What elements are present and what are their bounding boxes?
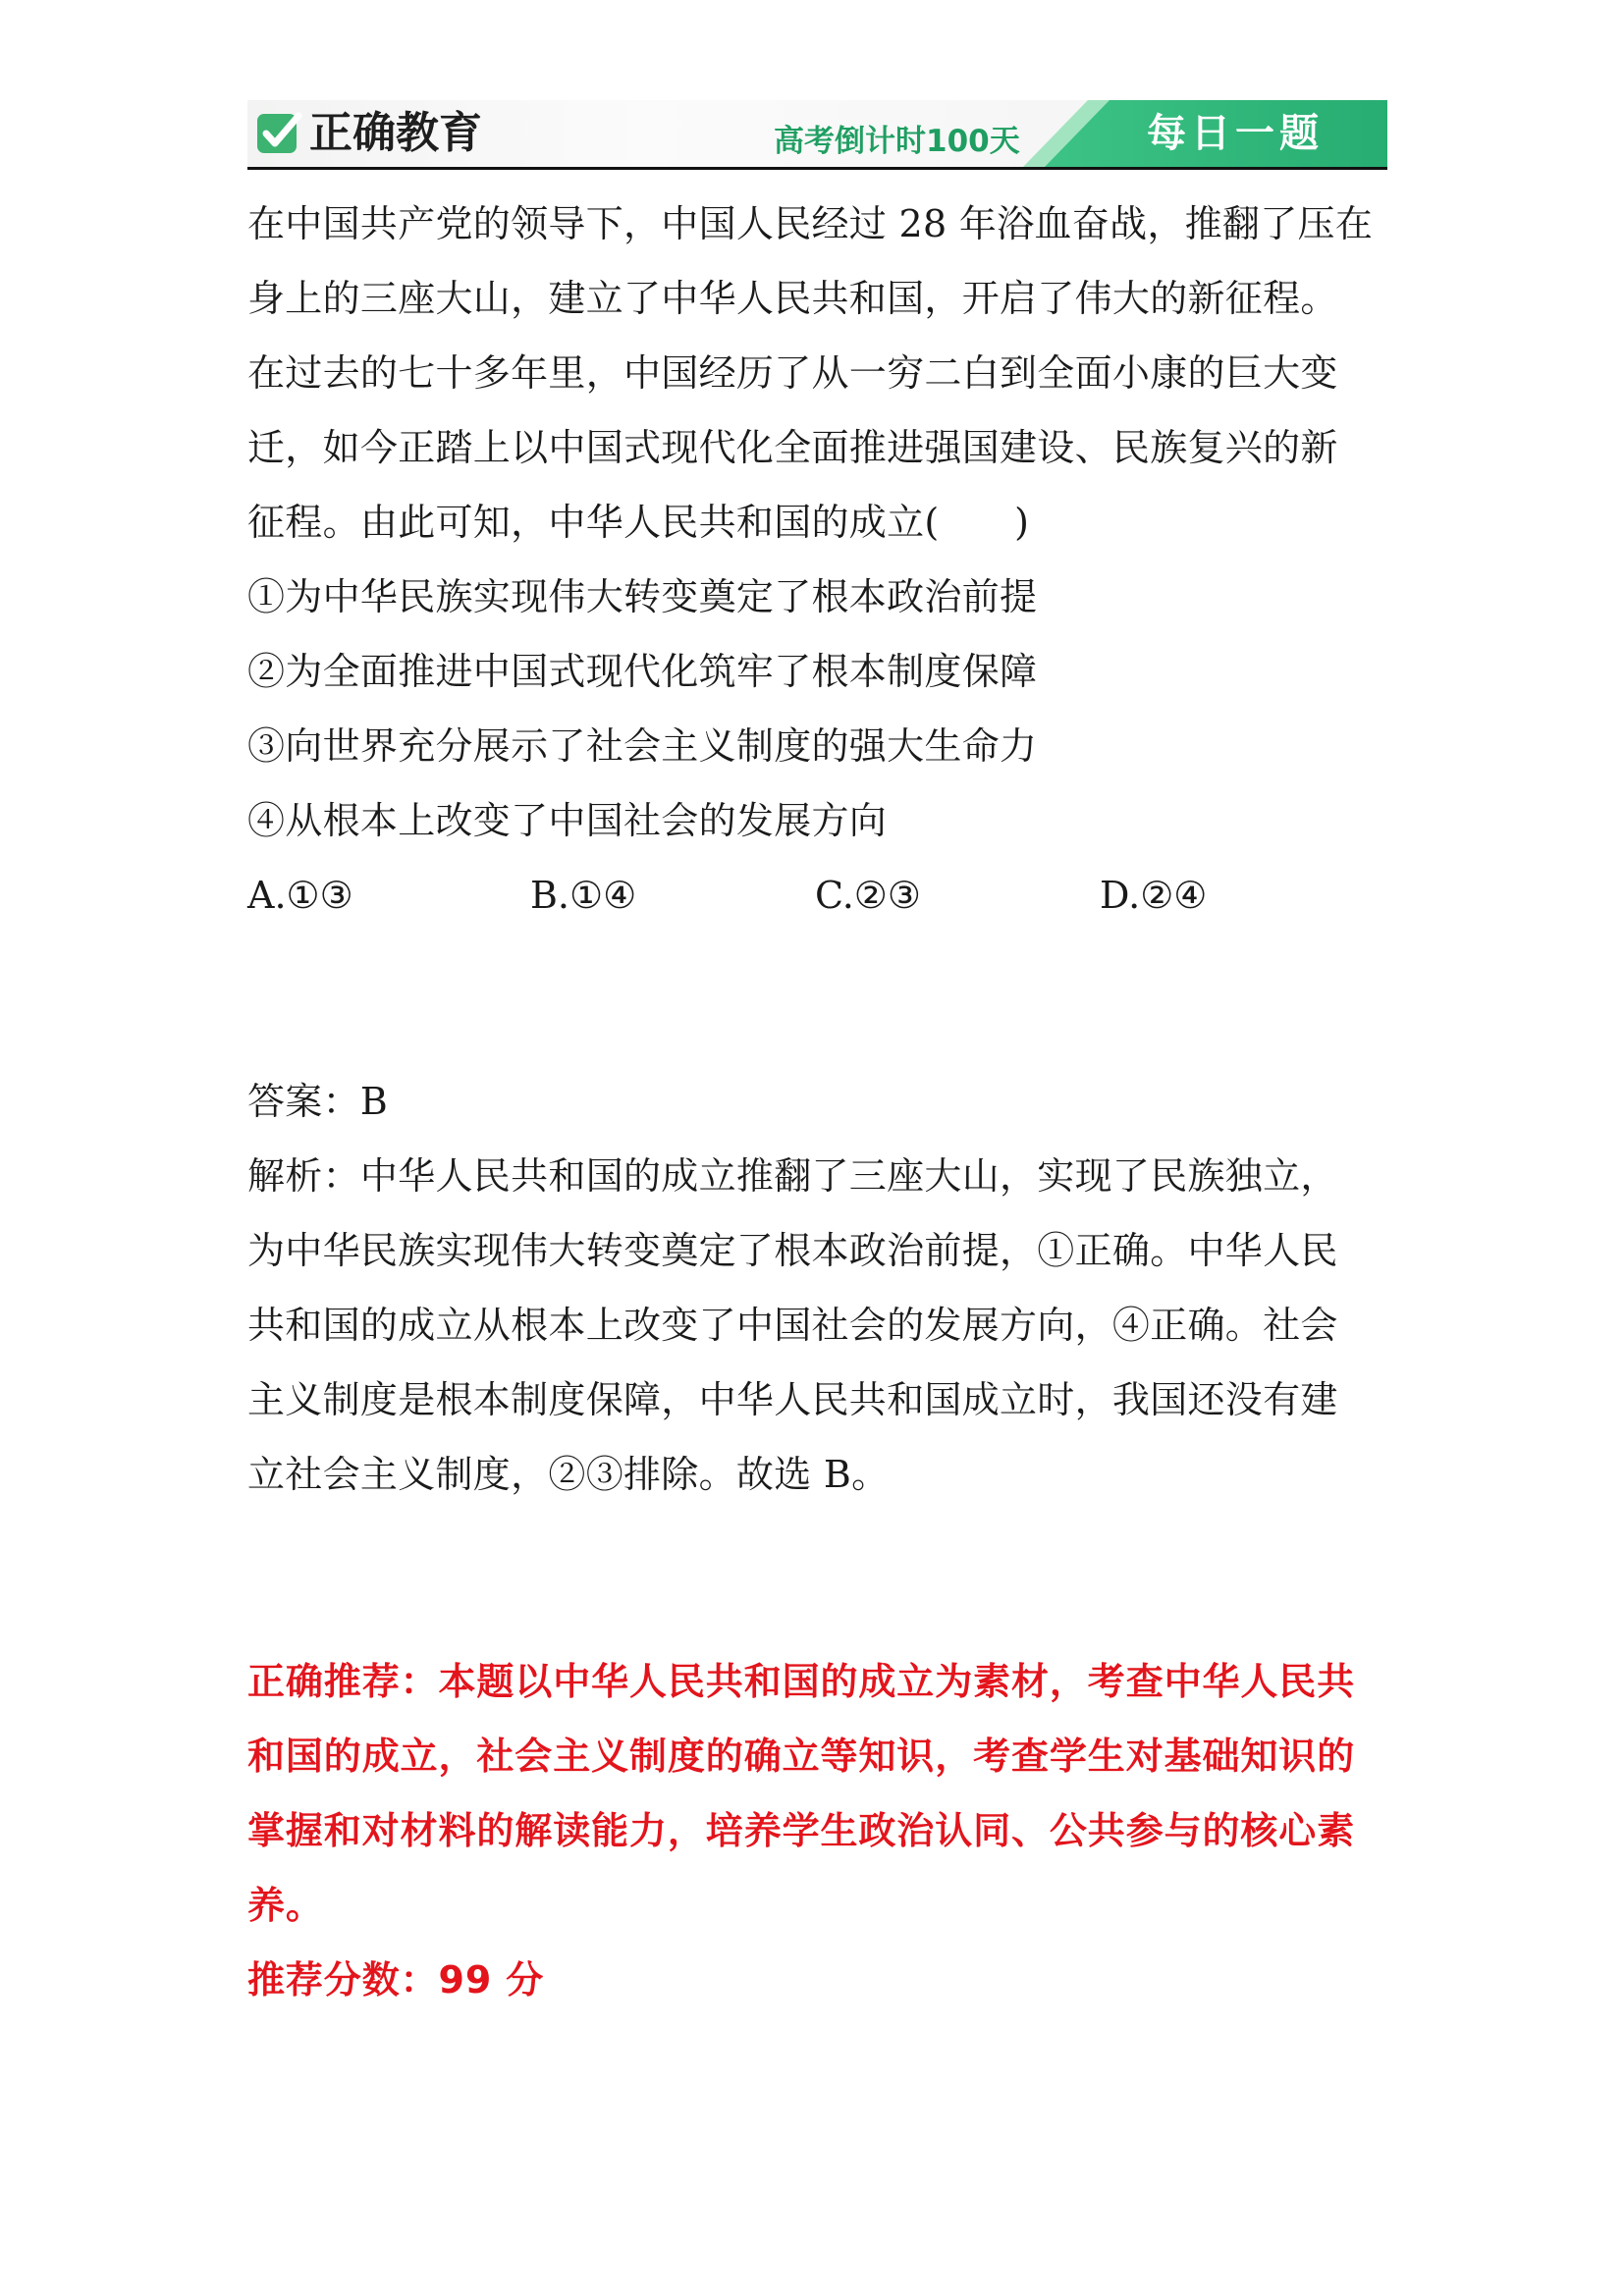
check-icon	[255, 108, 304, 157]
analysis-line: 主义制度是根本制度保障，中华人民共和国成立时，我国还没有建	[247, 1378, 1338, 1421]
answer-line: 答案：B	[247, 1080, 389, 1123]
option-b: B.①④	[530, 874, 637, 917]
recommendation-score: 推荐分数：99 分	[247, 1958, 545, 2002]
answer-options	[247, 858, 1386, 933]
page-header	[247, 100, 1387, 170]
banner-title: 每日一题	[1147, 111, 1324, 156]
recommendation-line: 和国的成立，社会主义制度的确立等知识，考查学生对基础知识的	[247, 1735, 1356, 1778]
question-stem-line: 迁，如今正踏上以中国式现代化全面推进强国建设、民族复兴的新	[247, 426, 1338, 469]
recommendation-line: 正确推荐：本题以中华人民共和国的成立为素材，考查中华人民共	[247, 1660, 1356, 1703]
analysis-line: 立社会主义制度，②③排除。故选 B。	[247, 1453, 890, 1496]
statement-1: ①为中华民族实现伟大转变奠定了根本政治前提	[247, 575, 1038, 618]
countdown-text: 高考倒计时100天	[774, 124, 1020, 159]
question-stem-line: 身上的三座大山，建立了中华人民共和国，开启了伟大的新征程。	[247, 277, 1338, 320]
analysis-line: 解析：中华人民共和国的成立推翻了三座大山，实现了民族独立，	[247, 1154, 1338, 1198]
option-d: D.②④	[1100, 874, 1208, 917]
statement-2: ②为全面推进中国式现代化筑牢了根本制度保障	[247, 650, 1038, 693]
recommendation-line: 掌握和对材料的解读能力，培养学生政治认同、公共参与的核心素	[247, 1809, 1356, 1852]
analysis-line: 为中华民族实现伟大转变奠定了根本政治前提，①正确。中华人民	[247, 1229, 1338, 1272]
analysis-line: 共和国的成立从根本上改变了中国社会的发展方向，④正确。社会	[247, 1304, 1338, 1347]
option-a: A.①③	[247, 874, 353, 917]
statement-3: ③向世界充分展示了社会主义制度的强大生命力	[247, 724, 1038, 768]
recommendation-block	[247, 1644, 1386, 2017]
question-stem-line: 在中国共产党的领导下，中国人民经过 28 年浴血奋战，推翻了压在	[247, 202, 1374, 245]
statement-4: ④从根本上改变了中国社会的发展方向	[247, 799, 888, 842]
question-block	[247, 187, 1386, 933]
logo-text: 正确教育	[309, 108, 482, 158]
option-c: C.②③	[815, 874, 921, 917]
question-stem-line: 征程。由此可知，中华人民共和国的成立( )	[247, 501, 1030, 544]
question-stem-line: 在过去的七十多年里，中国经历了从一穷二白到全面小康的巨大变	[247, 351, 1338, 395]
answer-block	[247, 1064, 1386, 1512]
recommendation-line: 养。	[247, 1884, 324, 1927]
